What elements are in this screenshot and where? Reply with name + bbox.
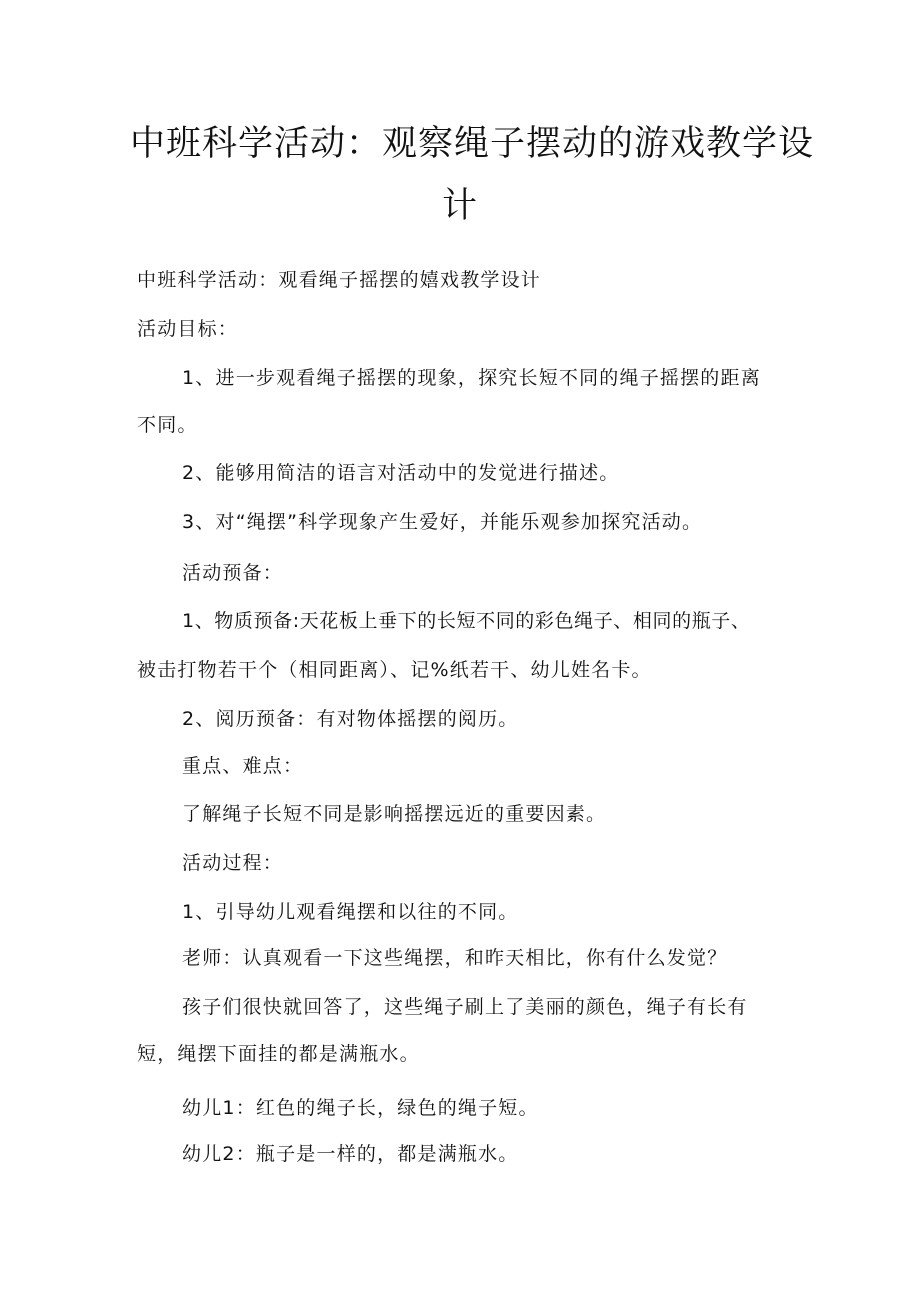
child-2-answer: 幼儿2：瓶子是一样的，都是满瓶水。 (182, 1143, 519, 1165)
key-points-text: 了解绳子长短不同是影响摇摆远近的重要因素。 (182, 803, 607, 825)
goal-1-line-2: 不同。 (137, 414, 198, 436)
goal-1-line-1: 1、进一步观看绳子摇摆的现象，探究长短不同的绳子摇摆的距离 (182, 367, 761, 389)
goal-2: 2、能够用简洁的语言对活动中的发觉进行描述。 (182, 462, 620, 484)
section-heading-process: 活动过程： (182, 852, 284, 874)
subtitle-text: 中班科学活动：观看绳子摇摆的嬉戏教学设计 (137, 269, 542, 291)
preparation-1-line-2: 被击打物若干个（相同距离）、记%纸若干、幼儿姓名卡。 (137, 659, 652, 681)
preparation-2: 2、阅历预备：有对物体摇摆的阅历。 (182, 708, 519, 730)
children-answer-line-1: 孩子们很快就回答了，这些绳子刷上了美丽的颜色，绳子有长有 (182, 996, 748, 1018)
children-answer-line-2: 短，绳摆下面挂的都是满瓶水。 (137, 1043, 420, 1065)
section-heading-preparation: 活动预备： (182, 562, 284, 584)
child-1-answer: 幼儿1：红色的绳子长，绿色的绳子短。 (182, 1097, 539, 1119)
document-title-line-2: 计 (441, 186, 478, 226)
process-step-1: 1、引导幼儿观看绳摆和以往的不同。 (182, 901, 519, 923)
section-heading-goals: 活动目标： (137, 318, 239, 340)
section-heading-key-points: 重点、难点： (182, 755, 304, 777)
preparation-1-line-1: 1、物质预备:天花板上垂下的长短不同的彩色绳子、相同的瓶子、 (182, 610, 751, 632)
document-title-line-1: 中班科学活动：观察绳子摆动的游戏教学设 (130, 124, 815, 164)
teacher-question: 老师：认真观看一下这些绳摆，和昨天相比，你有什么发觉？ (182, 947, 728, 969)
goal-3: 3、对“绳摆”科学现象产生爱好，并能乐观参加探究活动。 (182, 511, 703, 533)
